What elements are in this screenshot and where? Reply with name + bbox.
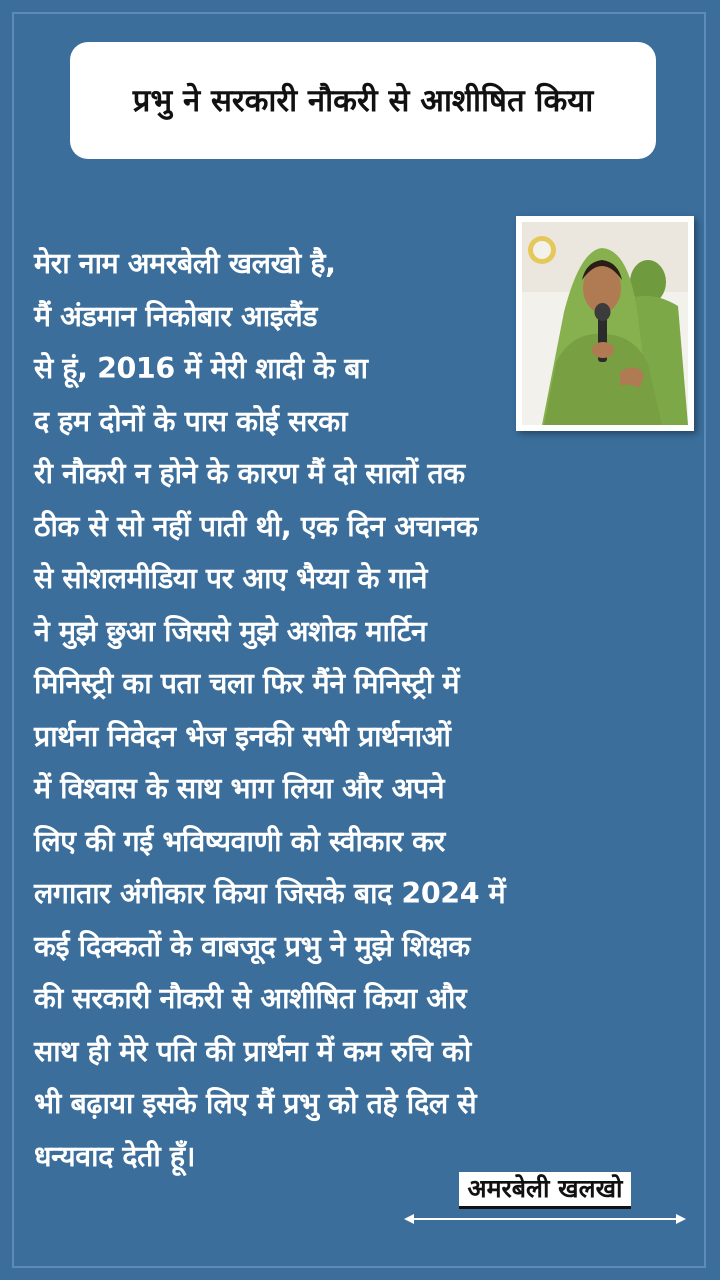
body-line: धन्यवाद देती हूँ। [34,1139,195,1173]
body-line: की सरकारी नौकरी से आशीषित किया और [34,982,467,1015]
body-line: लिए की गई भविष्यवाणी को स्वीकार कर [34,824,445,858]
testimonial-body [34,238,700,1183]
body-line: मैं अंडमान निकोबार आइलैंड [34,299,318,333]
body-line: री नौकरी न होने के कारण मैं दो सालों तक [34,457,465,490]
body-line: लगातार अंगीकार किया जिसके बाद 2024 में [34,877,506,910]
body-line: भी बढ़ाया इसके लिए मैं प्रभु को तहे दिल से [34,1087,477,1120]
body-line: ने मुझे छुआ जिससे मुझे अशोक मार्टिन [34,614,427,648]
body-line: से सोशलमीडिया पर आए भैय्या के गाने [34,562,428,595]
body-line: साथ ही मेरे पति की प्रार्थना में कम रुचि को [34,1034,471,1068]
body-line: से हूं, 2016 में मेरी शादी के बा [34,352,368,385]
body-line: में विश्वास के साथ भाग लिया और अपने [34,772,445,805]
body-line: कई दिक्कतों के वाबजूद प्रभु ने मुझे शिक्षक [34,929,470,963]
body-line: द हम दोनों के पास कोई सरका [34,404,348,438]
body-line: प्रार्थना निवेदन भेज इनकी सभी प्रार्थनाओं [34,719,451,753]
body-line: मेरा नाम अमरबेली खलखो है, [34,247,336,280]
body-line: मिनिस्ट्री का पता चला फिर मैंने मिनिस्ट्री में [34,667,460,700]
double-arrow-icon [404,1213,686,1225]
body-line: ठीक से सो नहीं पाती थी, एक दिन अचानक [34,509,478,543]
signature-name: अमरबेली खलखो [459,1172,630,1209]
signature [404,1172,686,1225]
title-box [70,42,656,159]
page-title: प्रभु ने सरकारी नौकरी से आशीषित किया [132,82,594,119]
